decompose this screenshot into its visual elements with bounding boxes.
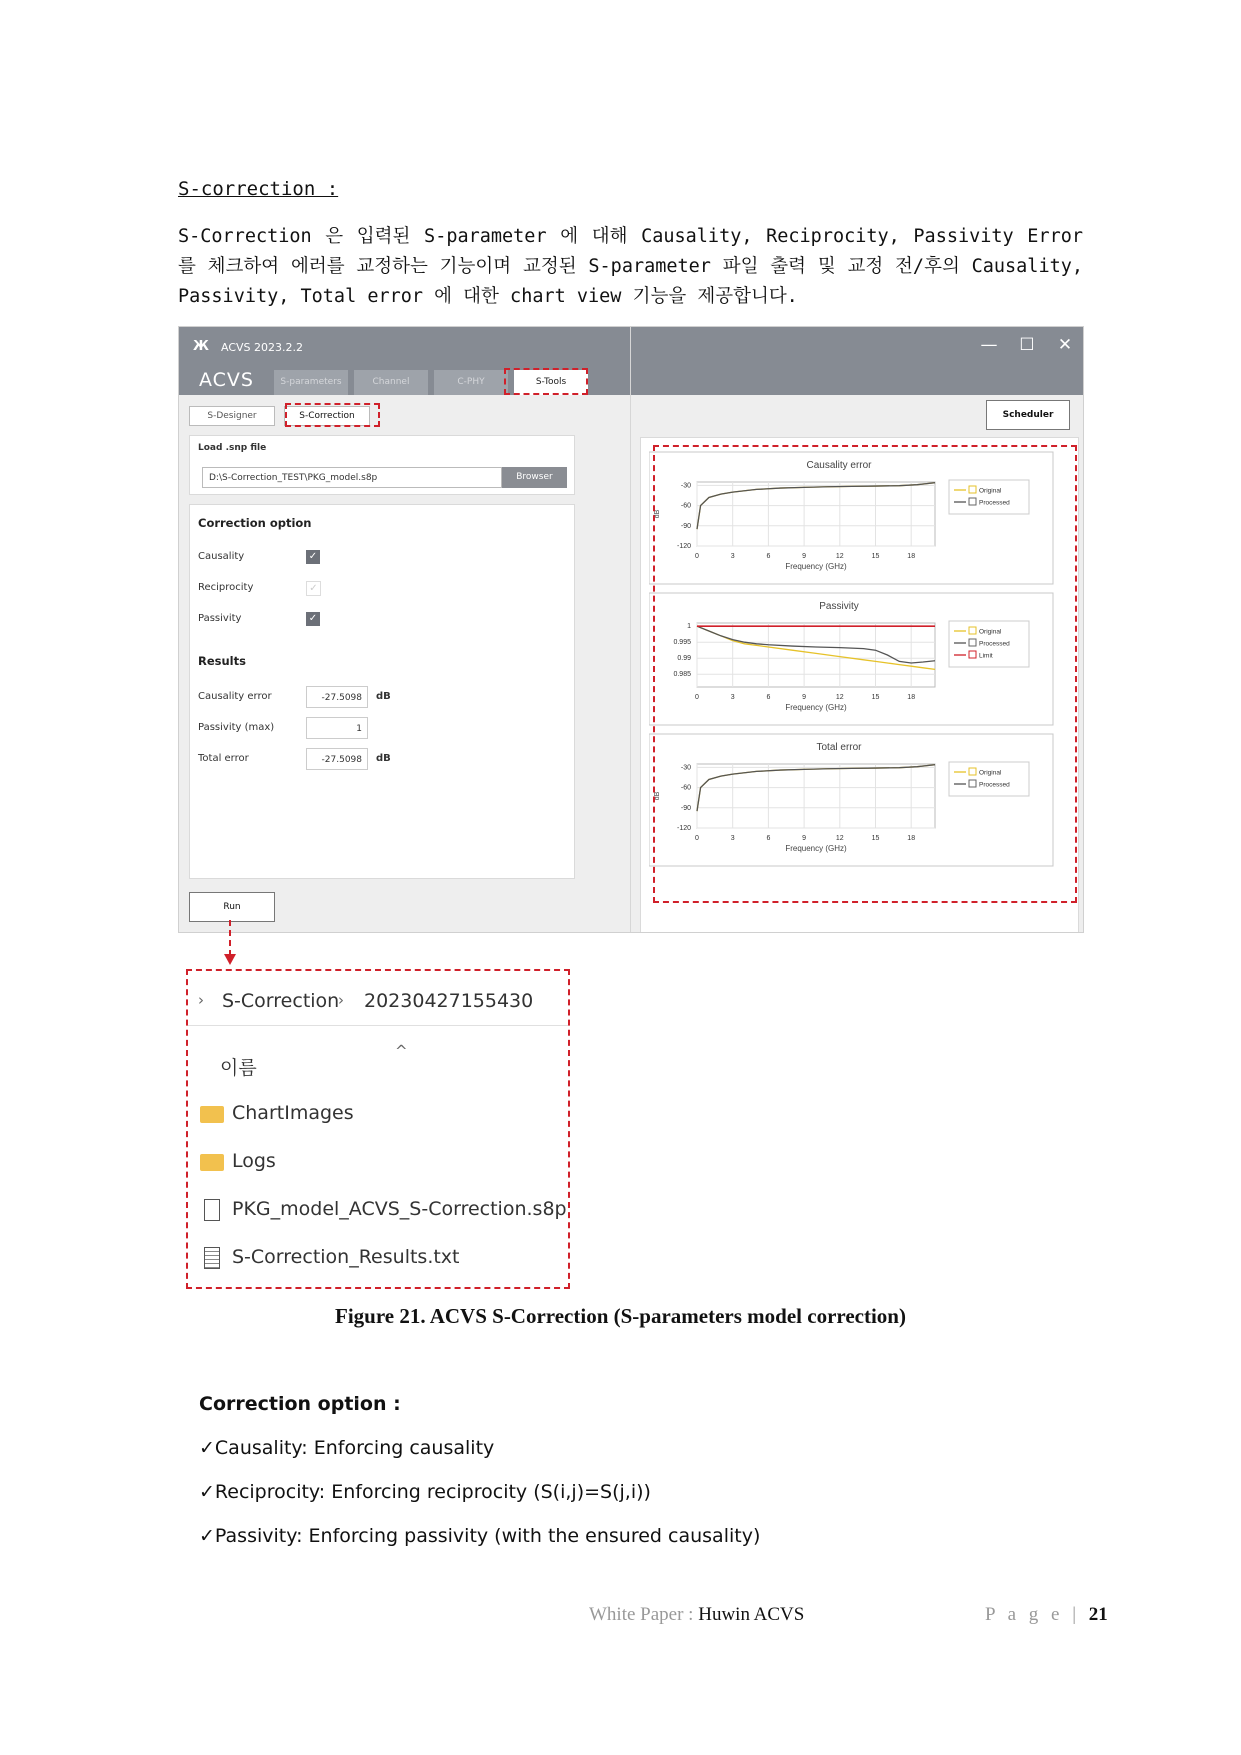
- reciprocity-checkbox[interactable]: ✓: [306, 581, 321, 596]
- footer-left: [589, 1604, 804, 1626]
- minimize-icon[interactable]: —: [980, 335, 998, 355]
- y-tick-label: 1: [687, 623, 691, 631]
- x-tick-label: 3: [730, 553, 735, 560]
- causality-error-label: Causality error: [198, 691, 272, 702]
- subtab-s-designer[interactable]: S-Designer: [189, 406, 275, 426]
- folder-icon: [200, 1154, 224, 1171]
- legend-label: Original: [979, 769, 1002, 777]
- option-passivity: ✓Passivity: Enforcing passivity (with the ensured causality): [199, 1525, 761, 1547]
- pane-divider: [630, 327, 631, 932]
- file-icon: [204, 1199, 220, 1221]
- x-tick-label: 6: [766, 835, 771, 842]
- figure-caption: Figure 21. ACVS S-Correction (S-parameters model correction): [335, 1304, 906, 1328]
- breadcrumb-divider: [188, 1025, 568, 1026]
- window-title: ACVS 2023.2.2: [221, 341, 304, 354]
- y-tick-label: -30: [680, 482, 691, 490]
- correction-option-title: Correction option: [198, 516, 312, 530]
- s-correction-highlight: [285, 403, 380, 427]
- y-tick-label: -120: [676, 543, 691, 550]
- y-tick-label: 0.985: [673, 671, 691, 679]
- y-tick-label: -60: [680, 502, 691, 510]
- options-panel: [189, 504, 575, 879]
- app-name: ACVS: [199, 369, 254, 391]
- legend-label: Processed: [979, 499, 1010, 507]
- total-error-label: Total error: [198, 753, 249, 764]
- y-tick-label: -90: [680, 804, 691, 812]
- x-tick-label: 9: [802, 835, 807, 842]
- legend-label: Original: [979, 487, 1002, 495]
- list-item-results-txt[interactable]: S-Correction_Results.txt: [232, 1246, 460, 1268]
- list-item-s8p-file[interactable]: PKG_model_ACVS_S-Correction.s8p: [232, 1198, 567, 1220]
- passivity-max-value: 1: [306, 717, 368, 739]
- charts-highlight: [653, 445, 1077, 903]
- footer-right: [985, 1604, 1108, 1626]
- tab-s-parameters[interactable]: S-parameters: [274, 370, 348, 395]
- x-tick-label: 0: [695, 694, 699, 701]
- app-logo-icon: Ж: [193, 339, 209, 354]
- legend-label: Limit: [979, 652, 993, 660]
- x-tick-label: 15: [871, 835, 880, 842]
- load-label: Load .snp file: [198, 443, 267, 453]
- x-tick-label: 18: [907, 694, 916, 701]
- tab-c-phy[interactable]: C-PHY: [434, 370, 508, 395]
- x-tick-label: 9: [802, 694, 807, 701]
- scheduler-button[interactable]: Scheduler: [986, 400, 1070, 430]
- down-arrow-icon: [220, 920, 240, 970]
- x-tick-label: 3: [730, 694, 735, 701]
- list-item-chartimages[interactable]: ChartImages: [232, 1102, 354, 1124]
- y-axis-label: dB: [654, 791, 661, 801]
- section-heading: S-correction :: [178, 178, 339, 200]
- total-error-value: -27.5098: [306, 748, 368, 770]
- footer-label: White Paper :: [589, 1604, 699, 1625]
- x-tick-label: 15: [871, 553, 880, 560]
- footer-product: Huwin ACVS: [698, 1604, 805, 1625]
- x-axis-label: Frequency (GHz): [785, 844, 847, 853]
- total-error-unit: dB: [376, 753, 391, 764]
- legend-label: Processed: [979, 781, 1010, 789]
- option-causality: ✓Causality: Enforcing causality: [199, 1437, 495, 1459]
- y-tick-label: 0.99: [677, 655, 691, 663]
- y-tick-label: 0.995: [673, 639, 691, 647]
- chart-title: Total error: [816, 742, 862, 753]
- x-tick-label: 0: [695, 835, 699, 842]
- breadcrumb-chevron-icon: ›: [198, 991, 204, 1009]
- acvs-screenshot: [178, 326, 1084, 933]
- causality-error-unit: dB: [376, 691, 391, 702]
- y-tick-label: -60: [680, 784, 691, 792]
- file-path-input[interactable]: D:\S-Correction_TEST\PKG_model.s8p: [202, 467, 502, 488]
- subtab-s-correction[interactable]: S-Correction: [284, 406, 370, 426]
- x-tick-label: 6: [766, 553, 771, 560]
- close-icon[interactable]: ✕: [1057, 335, 1073, 355]
- x-tick-label: 12: [835, 835, 844, 842]
- list-item-logs[interactable]: Logs: [232, 1150, 276, 1172]
- reciprocity-label: Reciprocity: [198, 582, 254, 593]
- y-tick-label: -120: [676, 825, 691, 832]
- legend-label: Original: [979, 628, 1002, 636]
- y-tick-label: -30: [680, 764, 691, 772]
- breadcrumb-s-correction[interactable]: S-Correction: [222, 990, 340, 1012]
- x-axis-label: Frequency (GHz): [785, 562, 847, 571]
- file-explorer: [186, 969, 570, 1289]
- chart-title: Causality error: [806, 460, 872, 471]
- breadcrumb-folder[interactable]: 20230427155430: [364, 990, 534, 1012]
- y-axis-label: dB: [654, 509, 661, 519]
- legend-label: Processed: [979, 640, 1010, 648]
- folder-icon: [200, 1106, 224, 1123]
- option-reciprocity: ✓Reciprocity: Enforcing reciprocity (S(i,j)=S(j,i)): [199, 1481, 651, 1503]
- load-panel: [189, 435, 575, 495]
- column-header-name[interactable]: 이름: [220, 1057, 257, 1079]
- correction-option-heading: Correction option :: [199, 1393, 401, 1415]
- x-tick-label: 15: [871, 694, 880, 701]
- breadcrumb-chevron-icon: ›: [338, 991, 344, 1009]
- x-axis-label: Frequency (GHz): [785, 703, 847, 712]
- passivity-label: Passivity: [198, 613, 242, 624]
- text-file-icon: [204, 1247, 220, 1269]
- browser-button[interactable]: Browser: [502, 467, 567, 488]
- x-tick-label: 18: [907, 553, 916, 560]
- page-number: 21: [1088, 1604, 1108, 1625]
- s-tools-highlight: [504, 368, 588, 395]
- chart-title: Passivity: [819, 601, 859, 612]
- passivity-checkbox[interactable]: ✓: [306, 612, 320, 626]
- footer-page-label: P a g e |: [985, 1604, 1089, 1625]
- x-tick-label: 12: [835, 553, 844, 560]
- x-tick-label: 3: [730, 835, 735, 842]
- sort-ascending-icon[interactable]: ^: [395, 1042, 408, 1060]
- results-title: Results: [198, 654, 246, 668]
- run-button[interactable]: Run: [189, 892, 275, 922]
- passivity-max-label: Passivity (max): [198, 722, 275, 733]
- tab-s-tools[interactable]: S-Tools: [514, 370, 588, 395]
- x-tick-label: 6: [766, 694, 771, 701]
- causality-checkbox[interactable]: ✓: [306, 550, 320, 564]
- x-tick-label: 18: [907, 835, 916, 842]
- section-paragraph: S-Correction 은 입력된 S-parameter 에 대해 Causality, Reciprocity, Passivity Error 를 체크하여 에러를 교정하는 기능이며 교정된 S-parameter 파일 출력 및 교정 전/후의 Causality, Passivity, Total error 에 대한 chart view 기능을 제공합니다.: [178, 226, 1083, 307]
- causality-label: Causality: [198, 551, 245, 562]
- causality-error-value: -27.5098: [306, 686, 368, 708]
- maximize-icon[interactable]: ☐: [1019, 335, 1035, 355]
- x-tick-label: 0: [695, 553, 699, 560]
- x-tick-label: 9: [802, 553, 807, 560]
- tab-channel[interactable]: Channel: [354, 370, 428, 395]
- x-tick-label: 12: [835, 694, 844, 701]
- y-tick-label: -90: [680, 522, 691, 530]
